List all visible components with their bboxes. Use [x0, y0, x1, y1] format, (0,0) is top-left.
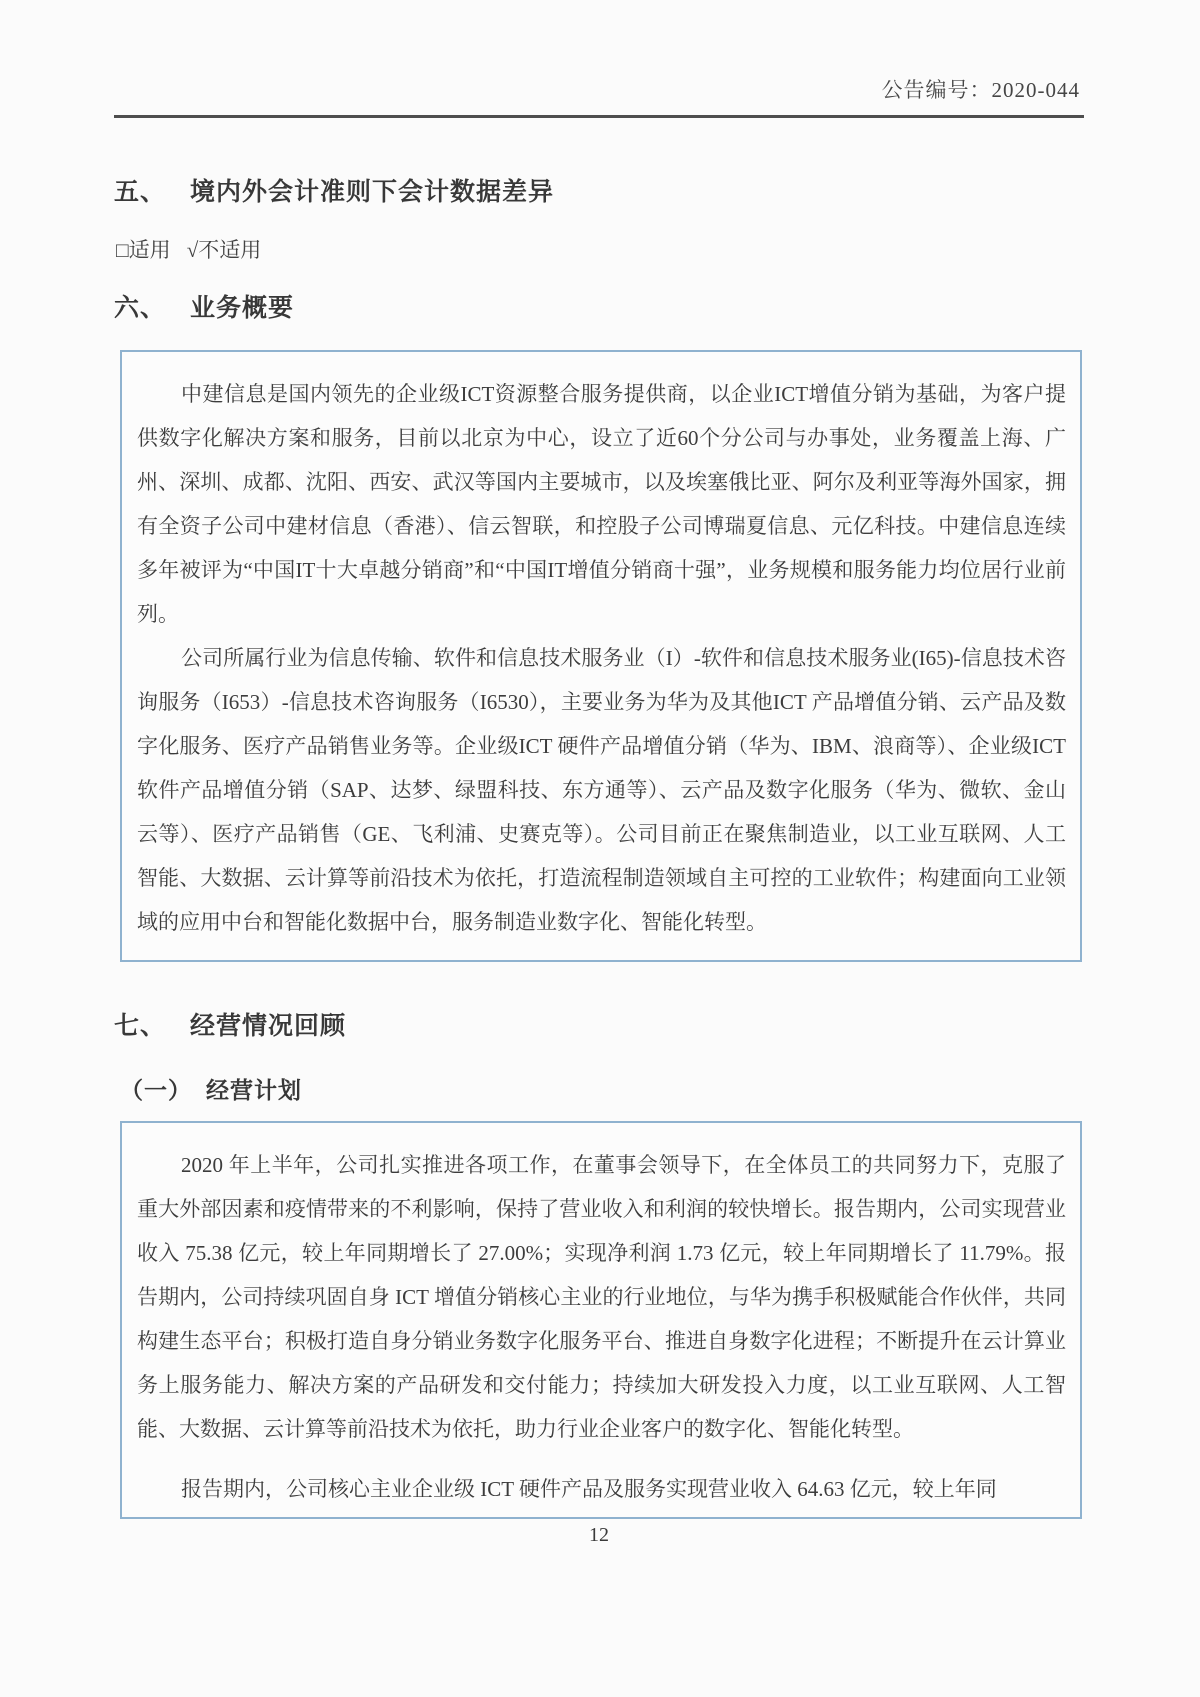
page-footer: [114, 1524, 1084, 1547]
section-7-number: 七、: [114, 1013, 167, 1040]
section-7-title: 经营情况回顾: [190, 1013, 347, 1040]
header-divider: [114, 115, 1084, 118]
checkbox-applicable: □适用: [116, 238, 171, 262]
business-overview-paragraph-1: 中建信息是国内领先的企业级ICT资源整合服务提供商，以企业ICT增值分销为基础，为客户提供数字化解决方案和服务，目前以北京为中心，设立了近60个分公司与办事处，业务覆盖上海、广州、深圳、成都、沈阳、西安、武汉等国内主要城市，以及埃塞俄比亚、阿尔及利亚等海外国家，拥有全资子公司中建材信息（香港）、信云智联，和控股子公司博瑞夏信息、元亿科技。中建信息连续多年被评为“中国IT十大卓越分销商”和“中国IT增值分销商十强”，业务规模和服务能力均位居行业前列。: [137, 382, 1066, 626]
section-7-1-number: （一）: [120, 1078, 192, 1103]
section-5-number: 五、: [114, 179, 167, 206]
section-5-heading: [114, 172, 1084, 208]
section-6-number: 六、: [114, 295, 167, 322]
applicability-line: [116, 234, 1084, 264]
page-number: 12: [589, 1524, 609, 1546]
section-7-1-title: 经营计划: [206, 1078, 302, 1103]
operating-plan-paragraph-1: 2020 年上半年，公司扎实推进各项工作，在董事会领导下，在全体员工的共同努力下，克服了重大外部因素和疫情带来的不利影响，保持了营业收入和利润的较快增长。报告期内，公司实现营业收入 75.38 亿元，较上年同期增长了 27.00%；实现净利润 1.73 亿元，较上年同期增长了 11.79%。报告期内，公司持续巩固自身 ICT 增值分销核心主业的行业地位，与华为携手积极赋能合作伙伴，共同构建生态平台；积极打造自身分销业务数字化服务平台、推进自身数字化进程；不断提升在云计算业务上服务能力、解决方案的产品研发和交付能力；持续加大研发投入力度，以工业互联网、人工智能、大数据、云计算等前沿技术为依托，助力行业企业客户的数字化、智能化转型。: [137, 1153, 1066, 1441]
section-5-title: 境内外会计准则下会计数据差异: [190, 179, 555, 206]
operating-plan-box: [120, 1121, 1082, 1519]
operating-plan-paragraph-2: 报告期内，公司核心主业企业级 ICT 硬件产品及服务实现营业收入 64.63 亿元，较上年同: [181, 1477, 997, 1501]
section-6-title: 业务概要: [190, 295, 295, 322]
section-6-heading: [114, 288, 1084, 324]
page-header: [114, 74, 1084, 104]
business-overview-paragraph-2: 公司所属行业为信息传输、软件和信息技术服务业（I）-软件和信息技术服务业(I65)-信息技术咨询服务（I653）-信息技术咨询服务（I6530），主要业务为华为及其他ICT 产品增值分销、云产品及数字化服务、医疗产品销售业务等。企业级ICT 硬件产品增值分销（华为、IBM、浪商等）、企业级ICT 软件产品增值分销（SAP、达梦、绿盟科技、东方通等）、云产品及数字化服务（华为、微软、金山云等）、医疗产品销售（GE、飞利浦、史赛克等）。公司目前正在聚焦制造业，以工业互联网、人工智能、大数据、云计算等前沿技术为依托，打造流程制造领域自主可控的工业软件；构建面向工业领域的应用中台和智能化数据中台，服务制造业数字化、智能化转型。: [137, 646, 1066, 934]
business-overview-box: [120, 350, 1082, 962]
section-7-heading: [114, 1006, 1084, 1042]
announcement-number: 公告编号：2020-044: [881, 78, 1080, 102]
checkbox-not-applicable: √不适用: [186, 238, 262, 262]
section-7-1-heading: [120, 1072, 1084, 1105]
